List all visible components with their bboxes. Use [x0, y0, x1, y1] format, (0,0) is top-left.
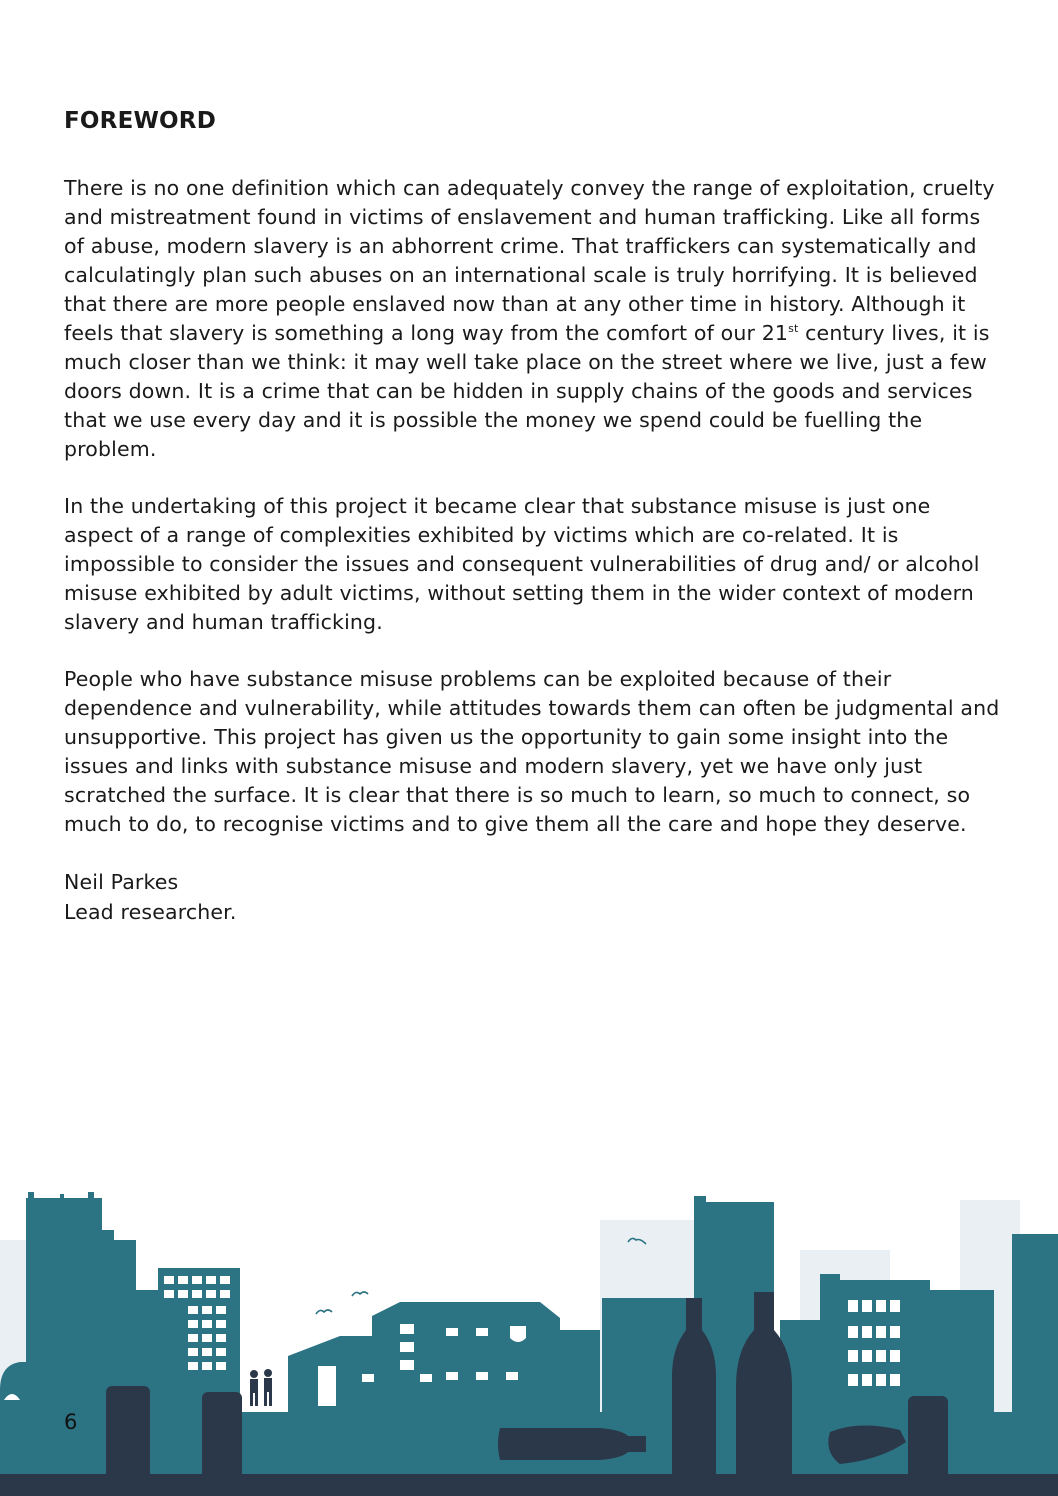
signature-name: Neil Parkes: [64, 870, 179, 894]
ordinal-suffix: st: [788, 322, 799, 335]
paragraph-1-text-start: There is no one definition which can adequately convey the range of exploitation, cruelty and mistreatment found in victims of enslavement and human trafficking. Like all forms of abuse, modern slavery is an abhorrent crime. That traffickers can systematically and calculatingly plan such abuses on an international scale is truly horrifying. It is believed that there are more people enslaved now than at any other time in history. Although it feels that slavery is something a long way from the comfort of our 21: [64, 176, 995, 345]
page-number: 6: [64, 1410, 78, 1434]
foreword-paragraph-2: In the undertaking of this project it became clear that substance misuse is just one aspect of a range of complexities exhibited by victims which are co-related. It is impossible to consider the issues and consequent vulnerabilities of drug and/ or alcohol misuse exhibited by adult victims, without setting them in the wider context of modern slavery and human trafficking.: [64, 494, 980, 634]
signature-role: Lead researcher.: [64, 900, 237, 924]
signature-block: [64, 867, 1004, 927]
ground: [0, 1474, 1058, 1496]
paragraph-1-text-end: century lives, it is much closer than we think: it may well take place on the street where we live, just a few doors down. It is a crime that can be hidden in supply chains of the goods and services that we use every day and it is possible the money we spend could be fuelling the problem.: [64, 321, 990, 461]
foreword-page: [64, 108, 1004, 927]
foreword-paragraph-3: People who have substance misuse problems can be exploited because of their dependence and vulnerability, while attitudes towards them can often be judgmental and unsupportive. This project has given us the opportunity to gain some insight into the issues and links with substance misuse and modern slavery, yet we have only just scratched the surface. It is clear that there is so much to learn, so much to connect, so much to do, to recognise victims and to give them all the care and hope they deserve.: [64, 667, 1000, 836]
city-skyline-bottles-illustration: [0, 1180, 1058, 1496]
foreword-paragraph-1: [64, 174, 1004, 464]
page-title: FOREWORD: [64, 108, 217, 134]
walking-people: [250, 1369, 272, 1406]
